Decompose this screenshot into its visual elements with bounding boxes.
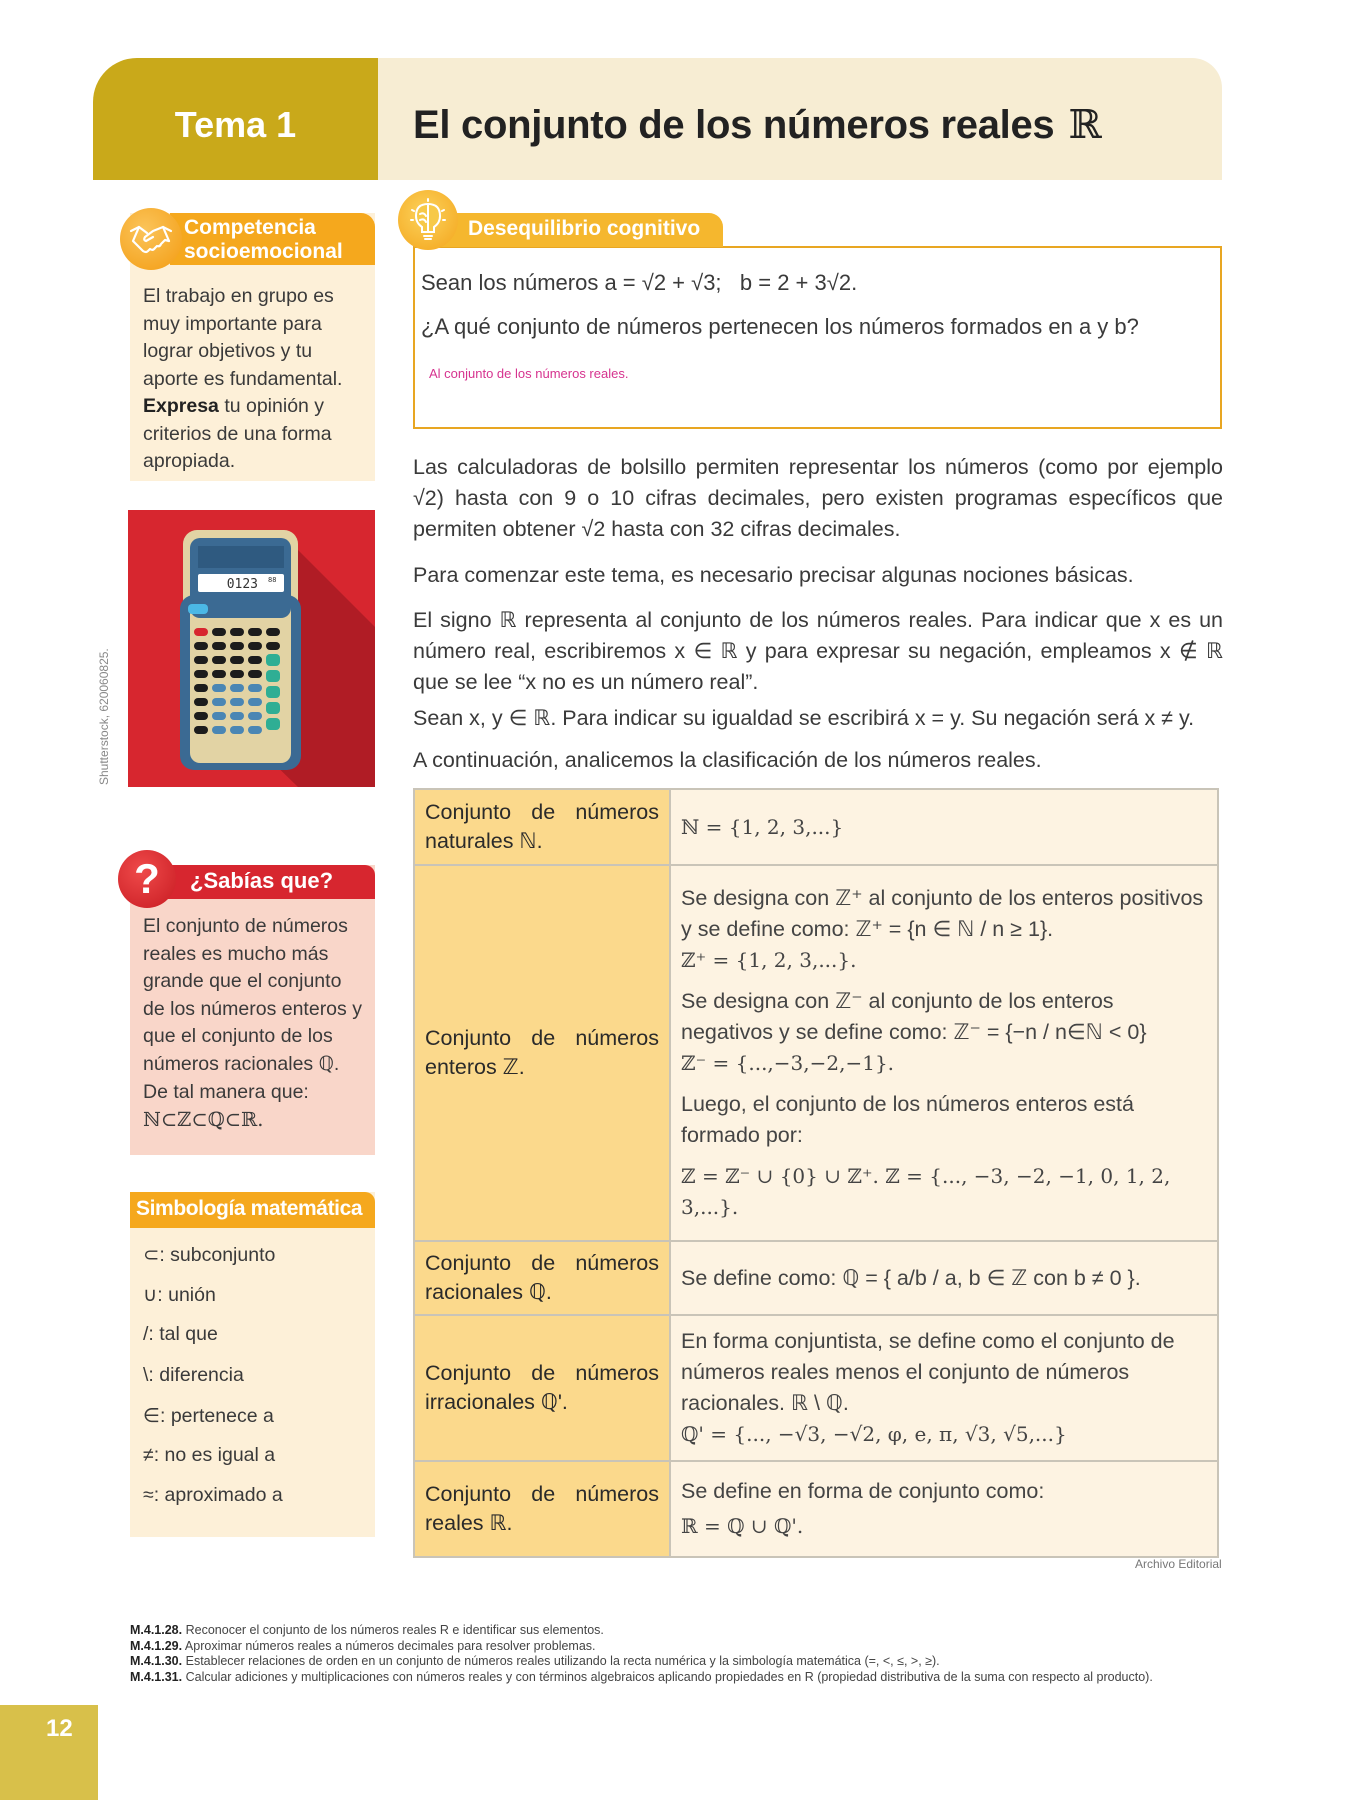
simbologia-header: Simbología matemática (130, 1192, 375, 1228)
paragraph-calculators: Las calculadoras de bolsillo permiten representar los números (como por ejemplo √2) hasta con 9 o 10 cifras decimales, pero existen programas específicos que permiten obtener √2 hasta con 32 cifras decimales. (413, 455, 1223, 541)
irracionales-set: ℚ' = {..., −√3, −√2, φ, e, π, √3, √5,...} (681, 1422, 1067, 1446)
racionales-def: Se define como: ℚ = { a/b / a, b ∈ ℤ con b ≠ 0 }. (681, 1265, 1141, 1290)
desequilibrio-answer: Al conjunto de los números reales. (429, 366, 629, 381)
theme-label-text: Tema 1 (174, 104, 297, 145)
sabias-text (143, 913, 368, 1135)
symbol-meaning: : aproximado a (153, 1484, 283, 1507)
such-that-symbol: / (143, 1323, 149, 1346)
symbol-meaning: : diferencia (148, 1363, 244, 1386)
desequilibrio-header: Desequilibrio cognitivo (440, 213, 723, 247)
approx-symbol: ≈ (143, 1484, 154, 1507)
naturales-set: ℕ = {1, 2, 3,...} (681, 814, 844, 839)
row-content-naturales (670, 789, 1218, 865)
competencia-text-part1: El trabajo en grupo es muy importante para lograr objetivos y tu aporte es fundamental. (143, 285, 343, 390)
paragraph-real-sign: El signo ℝ representa al conjunto de los números reales. Para indicar que x es un número real, escribiremos x ∈ ℝ y para expresar su negación, empleamos x ∉ ℝ que se lee “x no es un número real”. (413, 608, 1223, 694)
row-content-irracionales (670, 1315, 1218, 1461)
competencia-text-bold: Expresa (143, 395, 219, 417)
expr-b: b = 2 + 3√2. (739, 270, 858, 295)
enteros-union-set: ℤ = ℤ⁻ ∪ {0} ∪ ℤ⁺. ℤ = {..., −3, −2, −1, 0, 1, 2, 3,...}. (681, 1164, 1171, 1219)
reference-code: M.4.1.31. (130, 1669, 183, 1684)
desequilibrio-question: ¿A qué conjunto de números pertenecen los números formados en a y b? (421, 314, 1139, 339)
difference-symbol: \ (143, 1363, 149, 1386)
row-label-enteros: Conjunto de números enteros ℤ. (414, 865, 670, 1241)
theme-label (93, 58, 378, 180)
row-label-reales: Conjunto de números reales ℝ. (414, 1461, 670, 1557)
symbol-meaning: : pertenece a (160, 1404, 274, 1427)
reales-def: Se define en forma de conjunto como: (681, 1479, 1045, 1503)
enteros-negativos-def: Se designa con ℤ⁻ al conjunto de los enteros negativos y se define como: ℤ⁻ = {−n / n∈ℕ < 0} (681, 989, 1147, 1044)
competencia-text (143, 283, 368, 476)
symbol-item (143, 1283, 368, 1323)
reference-code: M.4.1.30. (130, 1654, 183, 1668)
handshake-icon (120, 208, 182, 270)
row-content-enteros (670, 865, 1218, 1241)
reales-set: ℝ = ℚ ∪ ℚ'. (681, 1514, 804, 1538)
statement-prefix: Sean los números (421, 270, 605, 295)
competencia-title-2: socioemocional (184, 240, 343, 263)
row-label-racionales: Conjunto de números racionales ℚ. (414, 1241, 670, 1315)
symbol-meaning: : no es igual a (153, 1443, 276, 1466)
symbol-meaning: : subconjunto (159, 1244, 276, 1266)
reference-code: M.4.1.29. (130, 1638, 183, 1653)
competencia-header (170, 213, 375, 265)
reference-item (130, 1654, 1225, 1670)
table-row (414, 789, 1218, 865)
not-equal-symbol: ≠ (143, 1443, 154, 1466)
enteros-positivos-set: ℤ⁺ = {1, 2, 3,...}. (681, 948, 857, 972)
table-row (414, 1461, 1218, 1557)
page-title-text: El conjunto de los números reales (413, 102, 1055, 147)
page-title (378, 58, 1222, 180)
competencia-title-1: Competencia (184, 216, 316, 239)
reference-item (130, 1623, 1225, 1639)
reference-item (130, 1670, 1225, 1686)
paragraph-classification: A continuación, analicemos la clasificación de los números reales. (413, 748, 1042, 772)
symbol-item (143, 1243, 368, 1283)
reference-text: Aproximar números reales a números decimales para resolver problemas. (184, 1638, 596, 1653)
classification-table (413, 788, 1219, 1558)
reference-text: Establecer relaciones de orden en un conjunto de números reales utilizando la recta numérica y la simbología matemática (=, <, ≤, >, ≥). (185, 1654, 940, 1668)
calculator-display-exp: 88 (268, 576, 277, 584)
competencia-text-part2: tu opinión y criterios de una forma apropiada. (143, 395, 332, 472)
sabias-body: El conjunto de números reales es mucho más grande que el conjunto de los números enteros y que el conjunto de los números racionales ℚ. De tal manera que: (143, 915, 362, 1103)
sabias-header: ¿Sabías que? (160, 865, 375, 899)
table-credit: Archivo Editorial (1135, 1557, 1222, 1571)
paragraph-intro: Para comenzar este tema, es necesario precisar algunas nociones básicas. (413, 563, 1134, 587)
reference-code: M.4.1.28. (130, 1623, 183, 1637)
symbol-item (143, 1364, 368, 1404)
desequilibrio-statement (421, 270, 857, 296)
sabias-relation: ℕ⊂ℤ⊂ℚ⊂ℝ. (143, 1108, 264, 1132)
expr-a: a = √2 + √3; (604, 270, 722, 295)
table-row (414, 1315, 1218, 1461)
element-of-symbol: ∈ (143, 1404, 160, 1427)
table-row (414, 1241, 1218, 1315)
row-content-racionales (670, 1241, 1218, 1315)
union-symbol: ∪ (143, 1284, 158, 1307)
enteros-union-intro: Luego, el conjunto de los números enteros está formado por: (681, 1092, 1134, 1147)
calculator-display: 0123 (226, 577, 258, 592)
real-numbers-symbol: ℝ (1068, 102, 1102, 148)
row-label-irracionales: Conjunto de números irracionales ℚ'. (414, 1315, 670, 1461)
reference-text: Reconocer el conjunto de los números reales R e identificar sus elementos. (185, 1623, 604, 1637)
row-content-reales (670, 1461, 1218, 1557)
curriculum-references (130, 1623, 1225, 1685)
reference-text: Calcular adiciones y multiplicaciones con números reales y con términos algebraicos aplicando propiedades en R (propiedad distributiva de la suma con respecto al producto). (185, 1669, 1153, 1684)
page-number: 12 (0, 1705, 98, 1800)
symbol-item (143, 1484, 368, 1524)
symbol-item (143, 1323, 368, 1363)
symbol-item (143, 1444, 368, 1484)
subset-symbol: ⊂ (143, 1244, 160, 1266)
enteros-positivos-def: Se designa con ℤ⁺ al conjunto de los enteros positivos y se define como: ℤ⁺ = {n ∈ ℕ / n ≥ 1}. (681, 886, 1204, 941)
symbol-meaning: : tal que (148, 1323, 218, 1346)
row-label-naturales: Conjunto de números naturales ℕ. (414, 789, 670, 865)
reference-item (130, 1639, 1225, 1655)
image-credit: Shutterstock, 620060825. (97, 648, 111, 785)
symbol-item (143, 1404, 368, 1444)
simbologia-list (143, 1243, 368, 1524)
calculator-image (128, 510, 375, 787)
lightbulb-brain-icon (398, 190, 458, 250)
paragraph-equality: Sean x, y ∈ ℝ. Para indicar su igualdad se escribirá x = y. Su negación será x ≠ y. (413, 706, 1195, 730)
question-mark-icon: ? (118, 850, 176, 908)
irracionales-def: En forma conjuntista, se define como el conjunto de números reales menos el conjunto de números racionales. ℝ \ ℚ. (681, 1329, 1175, 1415)
table-row (414, 865, 1218, 1241)
symbol-meaning: : unión (157, 1284, 216, 1307)
enteros-negativos-set: ℤ⁻ = {...,−3,−2,−1}. (681, 1051, 895, 1075)
